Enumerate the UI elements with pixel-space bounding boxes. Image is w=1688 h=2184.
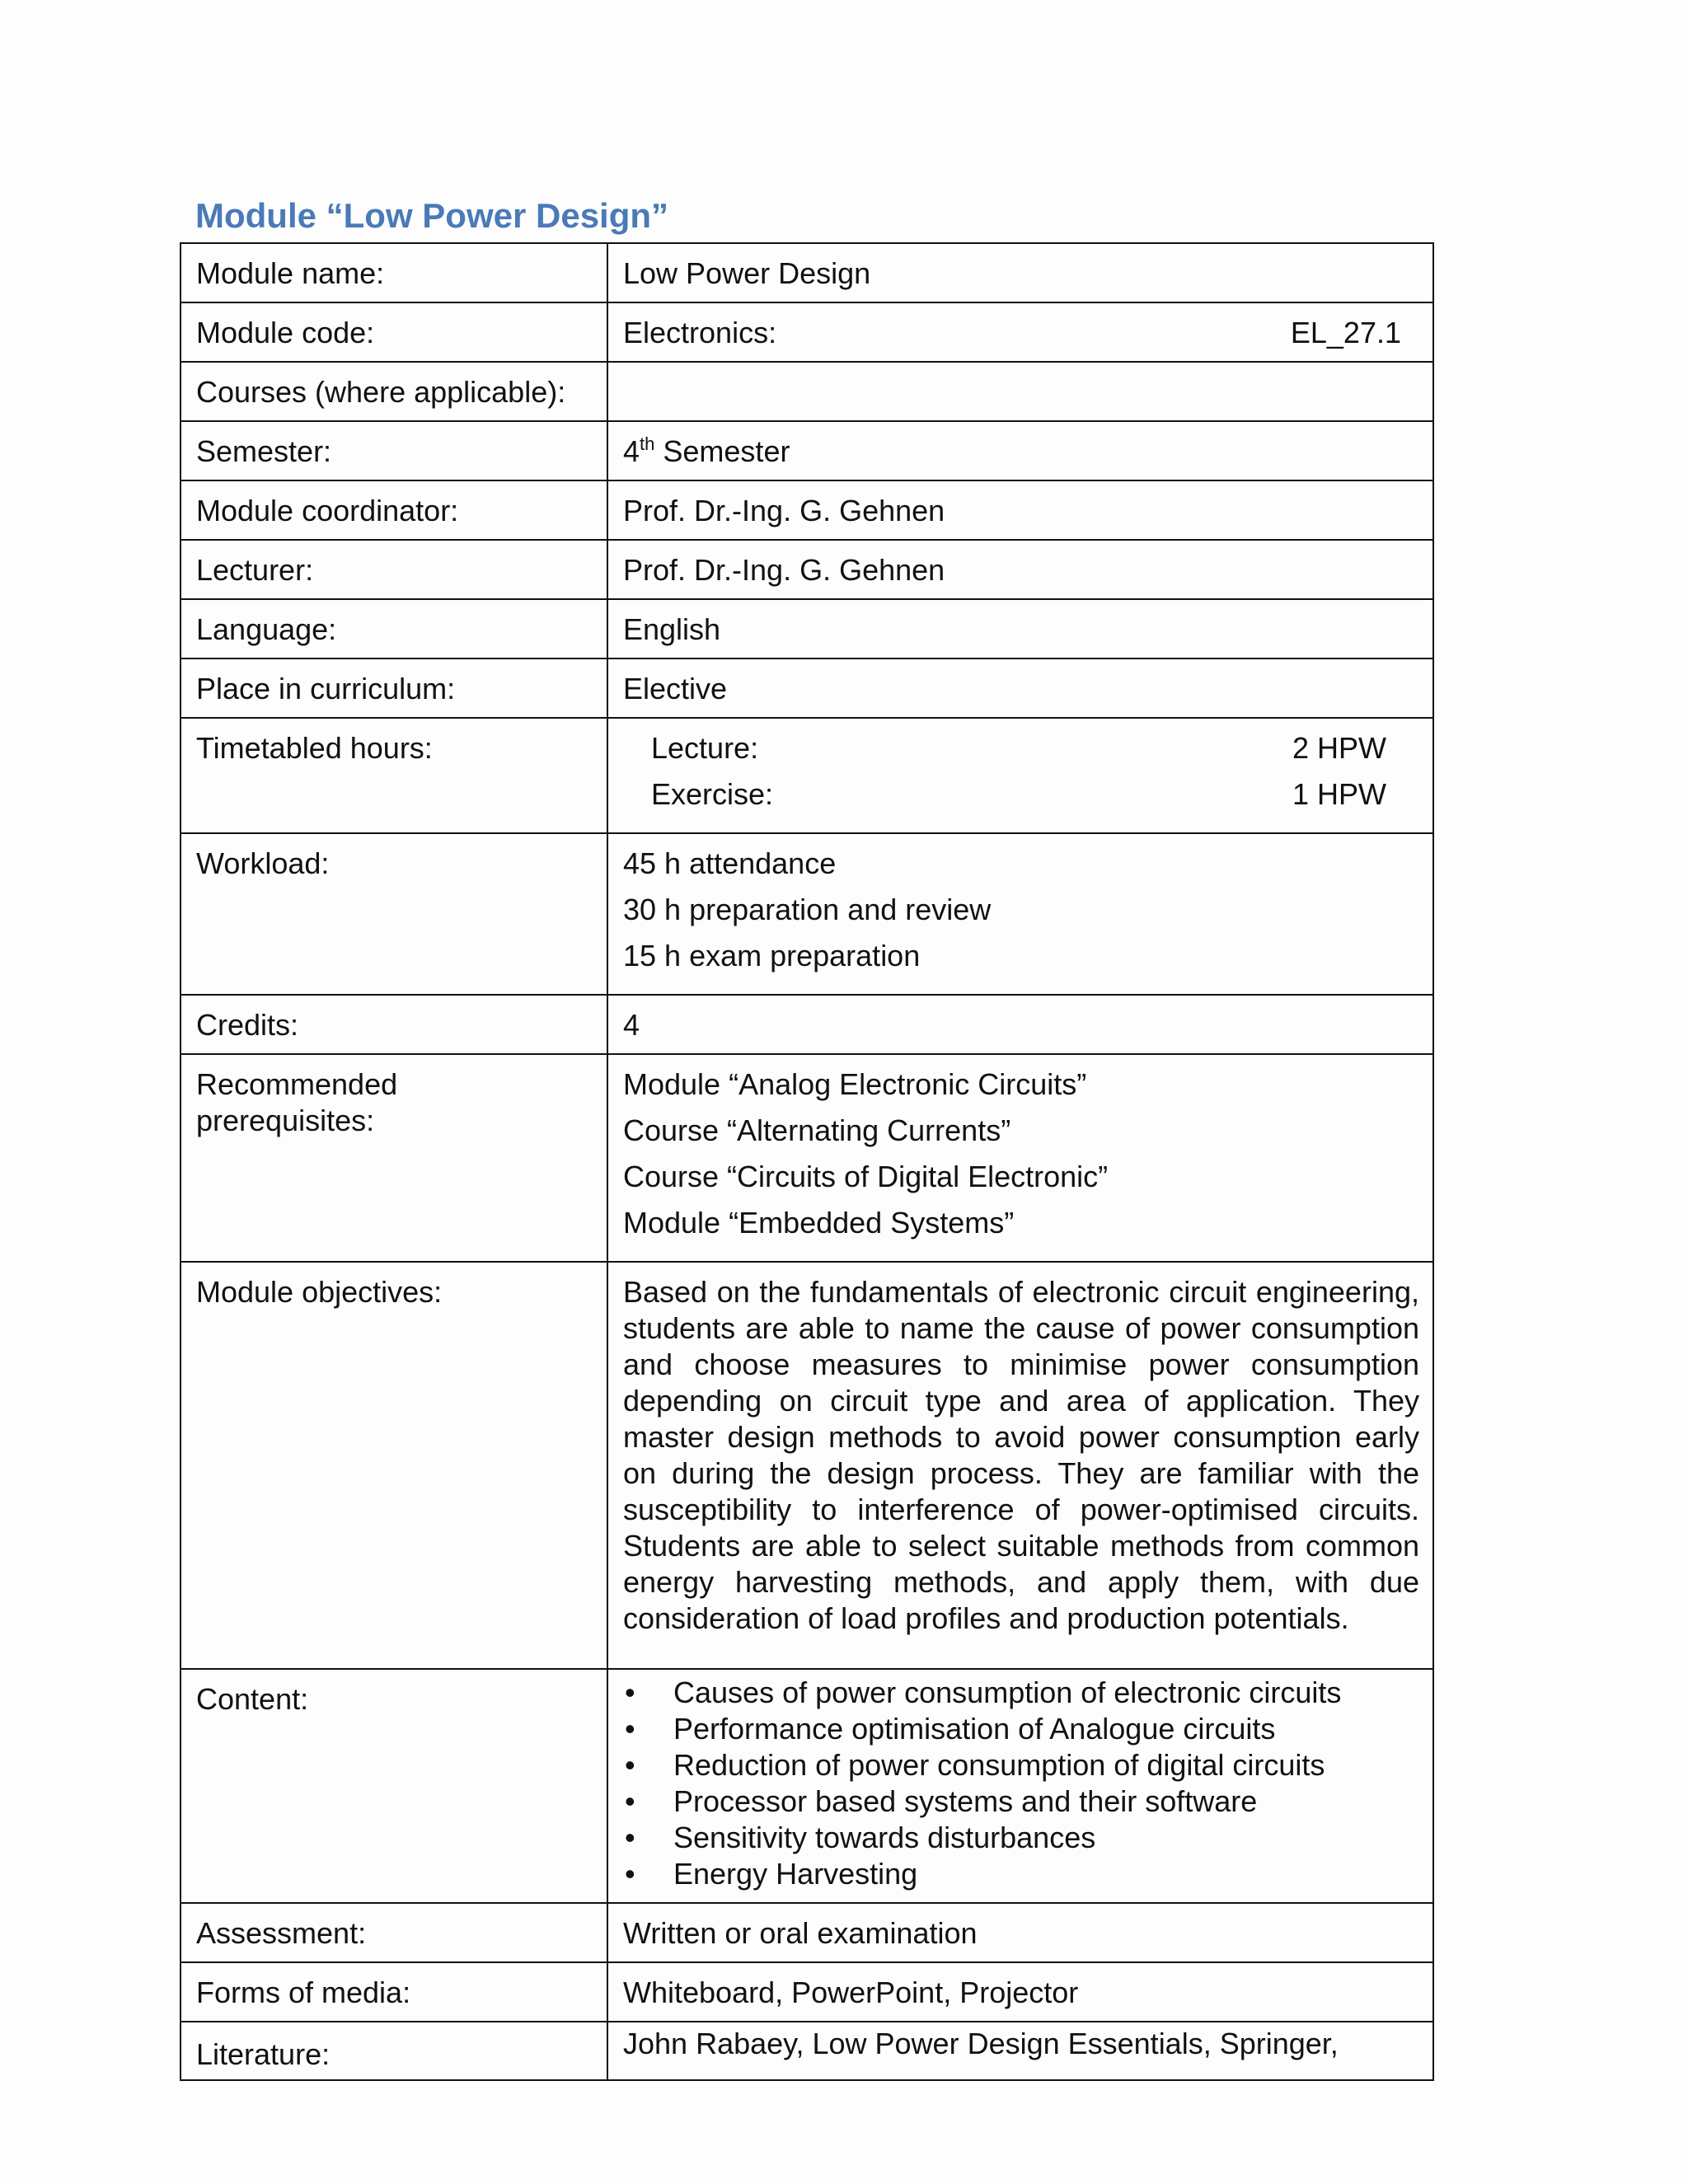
workload-line: 15 h exam preparation [623,939,921,972]
module-table [180,242,1434,2081]
literature-value: John Rabaey, Low Power Design Essentials, Springer, [607,2022,1433,2080]
hours-exercise [623,776,1419,823]
workload-line: 30 h preparation and review [623,893,992,926]
courses-label: Courses (where applicable): [181,362,607,421]
hours-lecture-name: Lecture: [651,731,759,765]
prerequisite-item: Course “Alternating Currents” [623,1113,1011,1147]
hours-exercise-name: Exercise: [651,777,774,811]
table-row-lecturer [181,540,1433,599]
table-row-hours [181,718,1433,833]
semester-word: Semester [654,434,790,468]
module-code-value: EL_27.1 [1290,316,1401,349]
hours-lecture [623,730,1419,776]
lecturer-label: Lecturer: [181,540,607,599]
place-value: Elective [607,658,1433,718]
page-title: Module “Low Power Design” [195,196,669,235]
module-name-label: Module name: [181,243,607,302]
objectives-text: Based on the fundamentals of electronic circuit engineering, students are able to name the cause of power consumption and choose measures to minimise power consumption depending on circuit type and area of application. They master design methods to avoid power consumption early on during the design process. They are familiar with the susceptibility to interference of power-optimised circuits. Students are able to select suitable methods from common energy harvesting methods, and apply them, with due consideration of load profiles and production potentials. [607,1262,1433,1669]
prerequisites-label-line: prerequisites: [196,1104,375,1137]
bullet-icon: • [625,1784,635,1818]
credits-label: Credits: [181,995,607,1054]
assessment-value: Written or oral examination [607,1903,1433,1962]
place-label: Place in curriculum: [181,658,607,718]
list-item: • Performance optimisation of Analogue circuits [625,1712,1276,1746]
table-row-assessment [181,1903,1433,1962]
list-item: • Sensitivity towards disturbances [625,1821,1096,1854]
content-cell [607,1669,1433,1903]
table-row-objectives [181,1262,1433,1669]
workload-cell [607,833,1433,995]
bullet-icon: • [625,1857,635,1891]
hours-lecture-value: 2 HPW [1292,731,1386,765]
hours-exercise-value: 1 HPW [1292,777,1386,811]
bullet-icon: • [625,1748,635,1782]
table-row-courses [181,362,1433,421]
semester-ordinal: th [640,434,655,454]
module-code-cell [607,302,1433,362]
list-item: • Causes of power consumption of electronic circuits [625,1675,1342,1709]
hours-cell [607,718,1433,833]
bullet-icon: • [625,1675,635,1709]
table-row-coordinator [181,480,1433,540]
lecturer-value: Prof. Dr.-Ing. G. Gehnen [607,540,1433,599]
table-row-credits [181,995,1433,1054]
workload-label: Workload: [181,833,607,995]
assessment-label: Assessment: [181,1903,607,1962]
table-row-language [181,599,1433,658]
module-code-label: Module code: [181,302,607,362]
content-list [623,1675,1419,1892]
table-row-content [181,1669,1433,1903]
objectives-label: Module objectives: [181,1262,607,1669]
list-item: • Processor based systems and their software [625,1784,1258,1818]
module-code-area: Electronics: [623,316,777,349]
courses-value [607,362,1433,421]
table-row-semester [181,421,1433,480]
credits-value: 4 [607,995,1433,1054]
semester-number: 4 [623,434,640,468]
table-row-module-name [181,243,1433,302]
semester-label: Semester: [181,421,607,480]
table-row-place [181,658,1433,718]
workload-line: 45 h attendance [623,846,837,880]
prerequisites-label [181,1054,607,1262]
coordinator-label: Module coordinator: [181,480,607,540]
media-label: Forms of media: [181,1962,607,2022]
coordinator-value: Prof. Dr.-Ing. G. Gehnen [607,480,1433,540]
literature-label: Literature: [181,2022,607,2080]
semester-value [607,421,1433,480]
table-row-module-code [181,302,1433,362]
module-name-value: Low Power Design [607,243,1433,302]
table-row-workload [181,833,1433,995]
prerequisites-label-line: Recommended [196,1067,398,1101]
table-row-literature [181,2022,1433,2080]
bullet-icon: • [625,1712,635,1746]
prerequisites-cell [607,1054,1433,1262]
prerequisite-item: Module “Analog Electronic Circuits” [623,1067,1087,1101]
prerequisite-item: Module “Embedded Systems” [623,1206,1015,1240]
bullet-icon: • [625,1821,635,1854]
media-value: Whiteboard, PowerPoint, Projector [607,1962,1433,2022]
hours-label: Timetabled hours: [181,718,607,833]
list-item: • Energy Harvesting [625,1857,918,1891]
prerequisite-item: Course “Circuits of Digital Electronic” [623,1160,1109,1193]
list-item: • Reduction of power consumption of digital circuits [625,1748,1325,1782]
table-row-prerequisites [181,1054,1433,1262]
language-value: English [607,599,1433,658]
table-row-media [181,1962,1433,2022]
content-label: Content: [181,1669,607,1903]
language-label: Language: [181,599,607,658]
